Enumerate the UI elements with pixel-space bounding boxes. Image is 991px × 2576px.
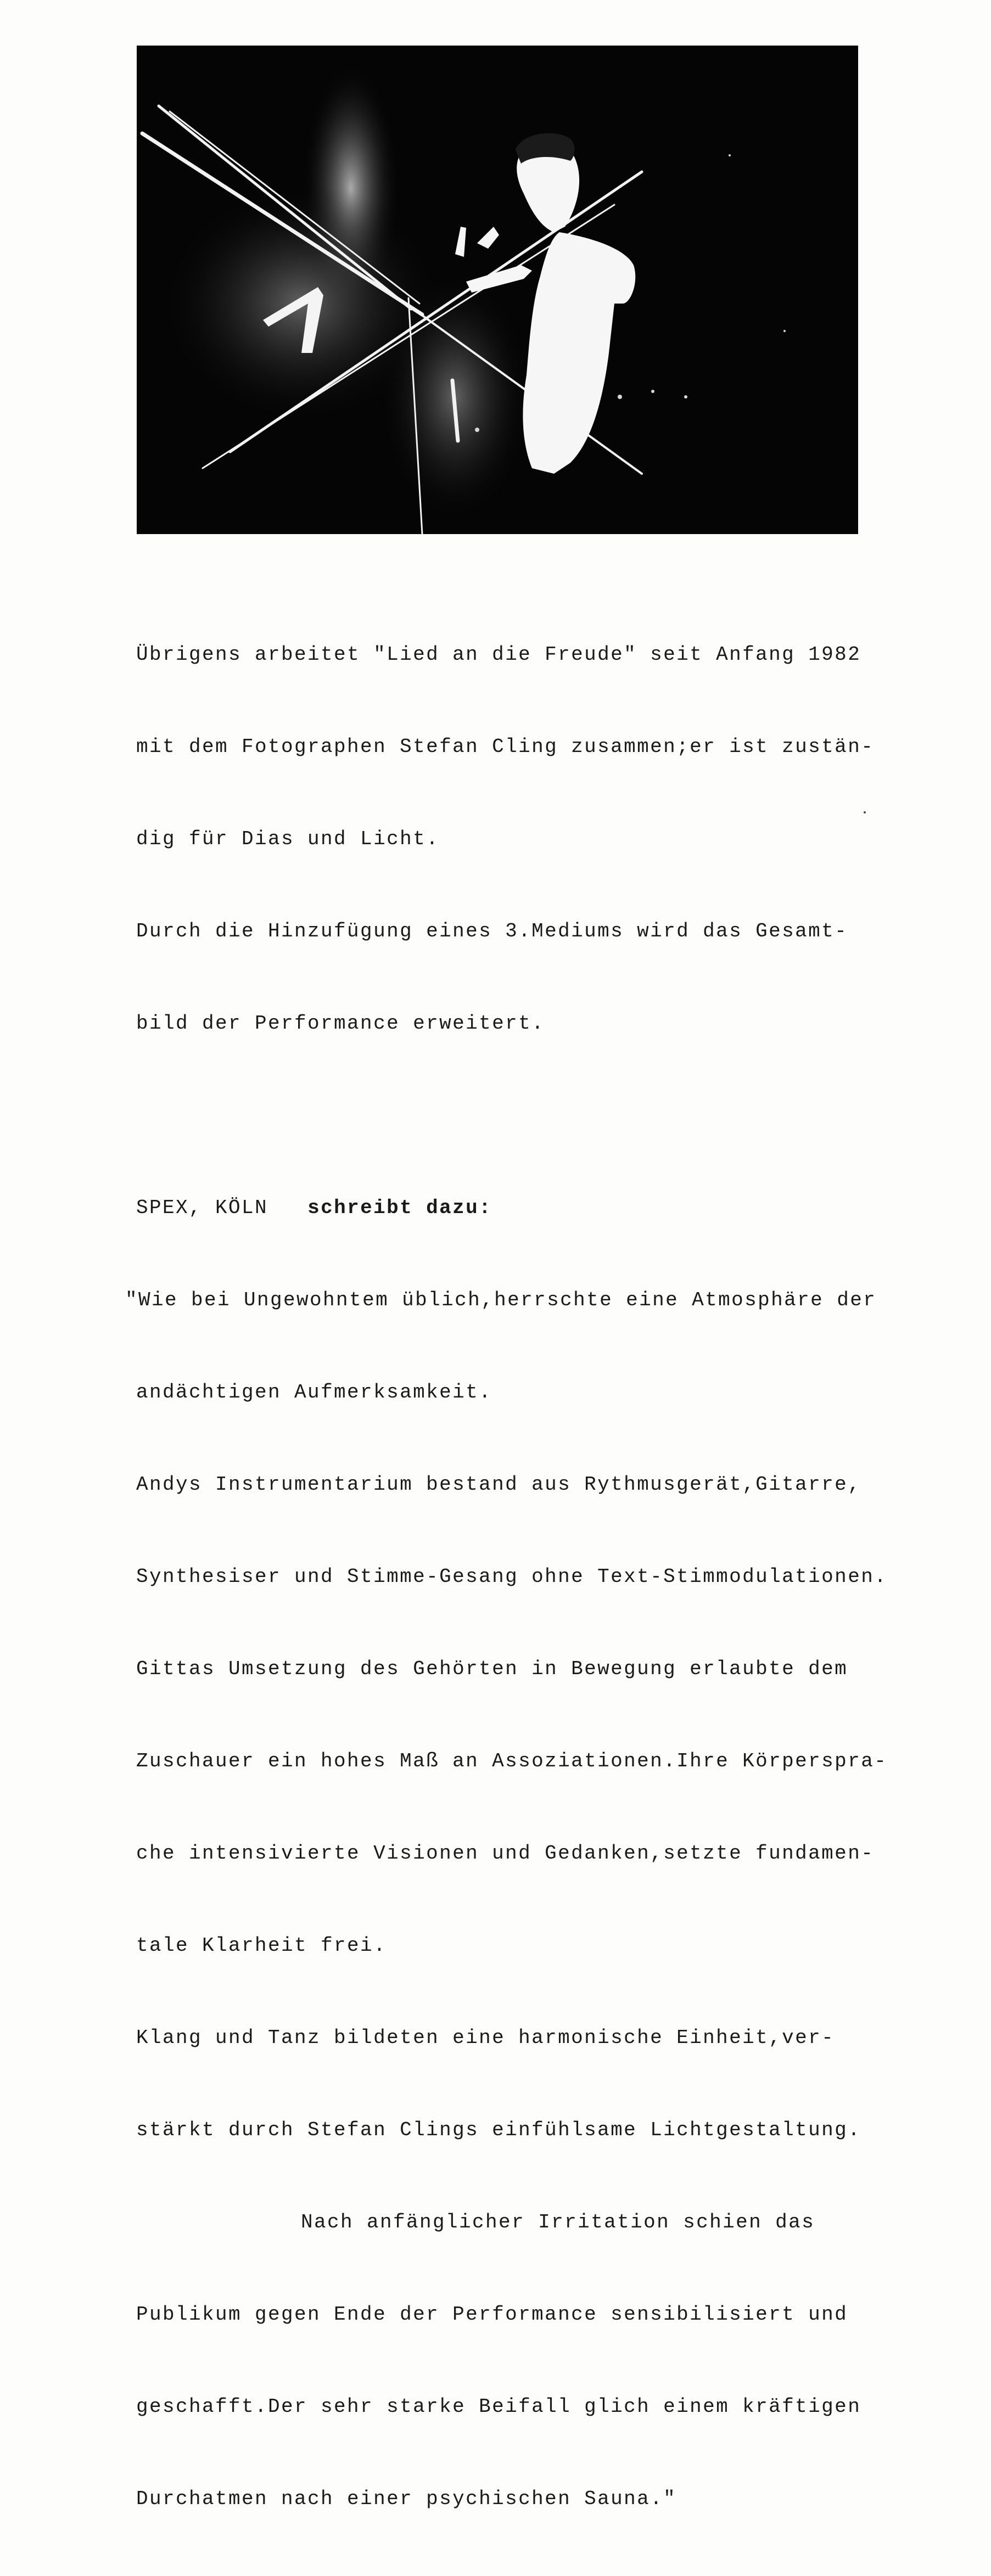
quote-line-8: tale Klarheit frei.: [136, 1934, 387, 1957]
quote-line-4: Synthesiser und Stimme-Gesang ohne Text-Stimmodulationen.: [136, 1565, 888, 1588]
quote-line-9: Klang und Tanz bildeten eine harmonische Einheit,ver-: [136, 2027, 835, 2049]
quote-line-2: andächtigen Aufmerksamkeit.: [136, 1381, 492, 1404]
quote-line-5: Gittas Umsetzung des Gehörten in Bewegung erlaubte dem: [136, 1658, 848, 1680]
paper-speck: [864, 811, 866, 813]
quote-line-1: "Wie bei Ungewohntem üblich,herrschte eine Atmosphäre der: [125, 1289, 877, 1311]
quote-line-6: Zuschauer ein hohes Maß an Assoziationen.Ihre Körperspra-: [136, 1750, 888, 1772]
typed-text: [125, 578, 905, 2576]
quote-end-line-1: Publikum gegen Ende der Performance sensibilisiert und: [136, 2303, 848, 2326]
source-line: [136, 1193, 905, 1224]
quote-line-3: Andys Instrumentarium bestand aus Rythmusgerät,Gitarre,: [136, 1473, 861, 1496]
photo-graphic: [137, 46, 858, 534]
source-label: SPEX, KÖLN: [136, 1197, 268, 1219]
paragraph-gap: [136, 1101, 905, 1131]
paragraph1-line-5: bild der Performance erweitert.: [136, 1012, 545, 1035]
performance-photo: [137, 46, 858, 534]
quote-indented-line: Nach anfänglicher Irritation schien das: [301, 2211, 815, 2233]
paragraph1-line-1: Übrigens arbeitet "Lied an die Freude" seit Anfang 1982: [136, 643, 861, 666]
quote-line-10: stärkt durch Stefan Clings einfühlsame Lichtgestaltung.: [136, 2119, 861, 2141]
paragraph1-line-3: dig für Dias und Licht.: [136, 828, 440, 850]
source-suffix: schreibt dazu:: [307, 1197, 492, 1219]
quote-end-line-3: Durchatmen nach einer psychischen Sauna.": [136, 2488, 677, 2510]
paragraph1-line-2: mit dem Fotographen Stefan Cling zusammen;er ist zustän-: [136, 736, 875, 758]
quote-end-line-2: geschafft.Der sehr starke Beifall glich einem kräftigen: [136, 2395, 861, 2418]
paragraph1-line-4: Durch die Hinzufügung eines 3.Mediums wird das Gesamt-: [136, 920, 848, 942]
quote-line-7: che intensivierte Visionen und Gedanken,setzte fundamen-: [136, 1842, 875, 1865]
